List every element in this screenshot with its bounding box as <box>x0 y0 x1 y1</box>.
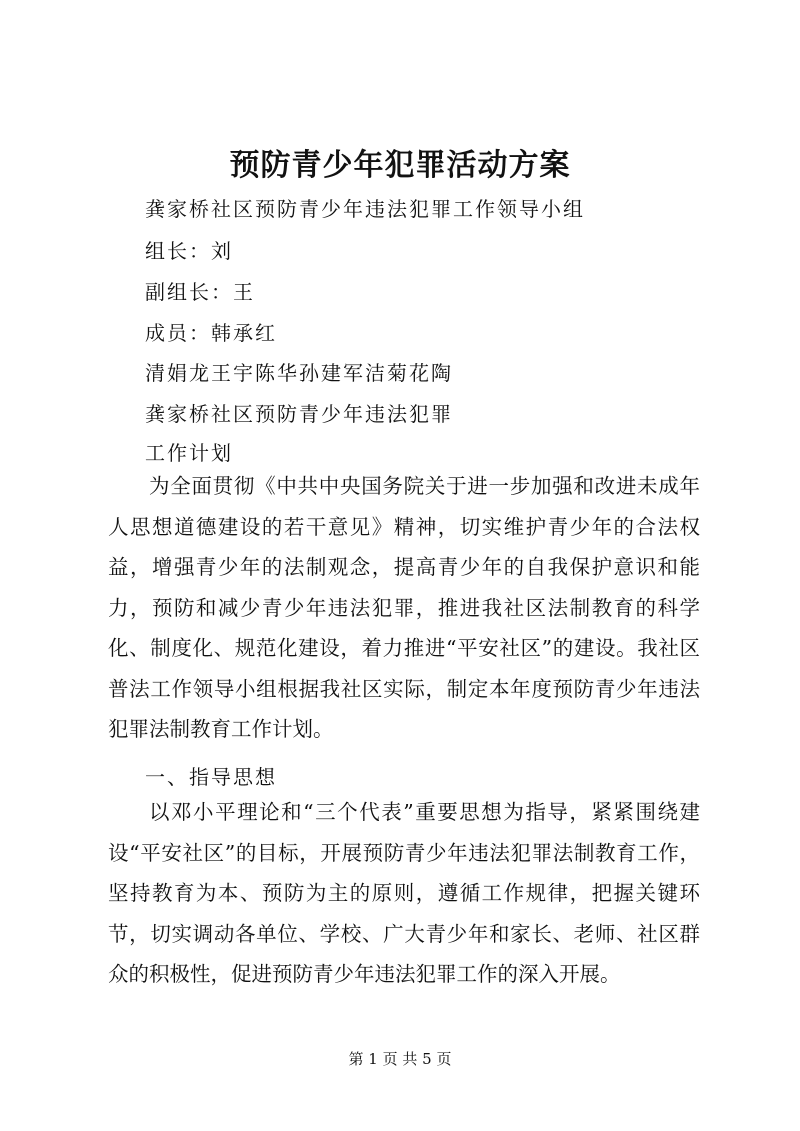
members-names-line: 清娟龙王宇陈华孙建军洁菊花陶 <box>145 361 453 385</box>
guiding-paragraph: 以邓小平理论和“三个代表”重要思想为指导，紧紧围绕建设“平安社区”的目标，开展预防青少年违法犯罪法制教育工作，坚持教育为本、预防为主的原则，遵循工作规律，把握关键环节，切实调动各单位、学校、广大青少年和家长、老师、社区群众的积极性，促进预防青少年违法犯罪工作的深入开展。 <box>108 800 700 986</box>
leader-line: 组长：刘 <box>145 239 233 263</box>
page-footer: 第 1 页 共 5 页 <box>348 1050 452 1068</box>
intro-paragraph-block <box>108 466 700 750</box>
guiding-paragraph-block <box>108 792 700 995</box>
intro-paragraph: 为全面贯彻《中共中央国务院关于进一步加强和改进未成年人思想道德建设的若干意见》精神，切实维护青少年的合法权益，增强青少年的法制观念，提高青少年的自我保护意识和能力，预防和减少青少年违法犯罪，推进我社区法制教育的科学化、制度化、规范化建设，着力推进“平安社区”的建设。我社区普法工作领导小组根据我社区实际，制定本年度预防青少年违法犯罪法制教育工作计划。 <box>108 474 700 741</box>
section-heading: 一、指导思想 <box>145 765 277 789</box>
plan-subtitle-line-2: 工作计划 <box>145 441 233 465</box>
members-line: 成员：韩承红 <box>145 321 277 345</box>
document-title: 预防青少年犯罪活动方案 <box>229 148 571 183</box>
plan-subtitle-line: 龚家桥社区预防青少年违法犯罪 <box>145 402 453 426</box>
org-name-line: 龚家桥社区预防青少年违法犯罪工作领导小组 <box>145 197 585 221</box>
deputy-leader-line: 副组长：王 <box>145 280 255 304</box>
